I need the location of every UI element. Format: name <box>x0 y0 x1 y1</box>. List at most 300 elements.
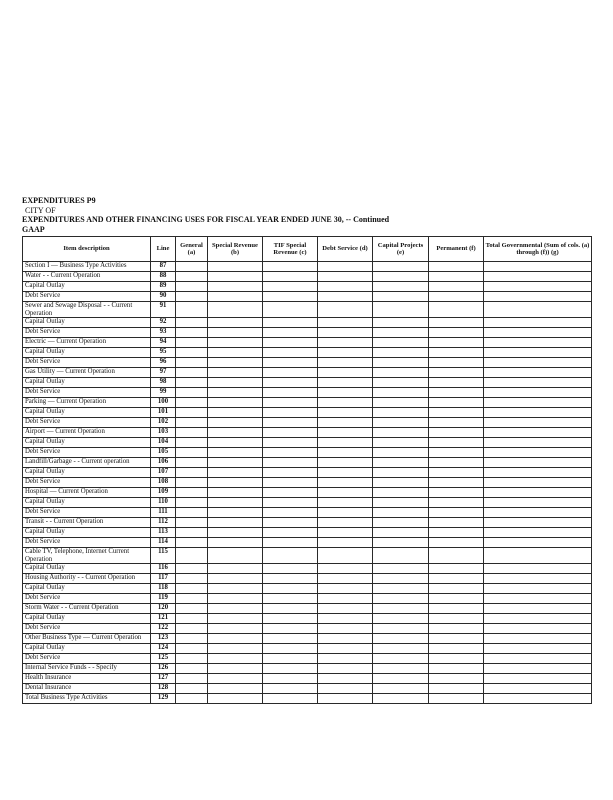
column-header: Item description <box>23 237 151 262</box>
amount-cell <box>263 488 318 498</box>
amount-cell <box>318 584 373 594</box>
amount-cell <box>208 528 263 538</box>
amount-cell <box>429 388 484 398</box>
amount-cell <box>263 438 318 448</box>
line-number-cell: 92 <box>151 318 176 328</box>
amount-cell <box>318 358 373 368</box>
form-title: EXPENDITURES AND OTHER FINANCING USES FOR FISCAL YEAR ENDED JUNE 30, -- Continued <box>22 215 390 224</box>
amount-cell <box>484 674 592 684</box>
accounting-basis-label: GAAP <box>22 224 45 234</box>
amount-cell <box>429 378 484 388</box>
table-header-row <box>23 237 592 262</box>
amount-cell <box>208 292 263 302</box>
line-number-cell: 114 <box>151 538 176 548</box>
amount-cell <box>208 488 263 498</box>
amount-cell <box>429 408 484 418</box>
item-description-cell: Debt Service <box>23 448 151 458</box>
amount-cell <box>373 508 429 518</box>
item-description-cell: Parking — Current Operation <box>23 398 151 408</box>
amount-cell <box>429 328 484 338</box>
table-row <box>23 478 592 488</box>
line-number-cell: 122 <box>151 624 176 634</box>
amount-cell <box>208 574 263 584</box>
item-description-cell: Gas Utility — Current Operation <box>23 368 151 378</box>
amount-cell <box>373 282 429 292</box>
line-number-cell: 106 <box>151 458 176 468</box>
column-header: General (a) <box>176 237 208 262</box>
amount-cell <box>318 594 373 604</box>
line-number-cell: 105 <box>151 448 176 458</box>
amount-cell <box>263 378 318 388</box>
amount-cell <box>263 262 318 272</box>
amount-cell <box>208 458 263 468</box>
line-number-cell: 99 <box>151 388 176 398</box>
amount-cell <box>208 644 263 654</box>
item-description-cell: Other Business Type — Current Operation <box>23 634 151 644</box>
amount-cell <box>208 624 263 634</box>
amount-cell <box>208 664 263 674</box>
amount-cell <box>176 448 208 458</box>
item-description-cell: Hospital — Current Operation <box>23 488 151 498</box>
line-number-cell: 126 <box>151 664 176 674</box>
amount-cell <box>318 634 373 644</box>
amount-cell <box>176 438 208 448</box>
amount-cell <box>263 272 318 282</box>
amount-cell <box>484 634 592 644</box>
amount-cell <box>373 478 429 488</box>
amount-cell <box>429 338 484 348</box>
item-description-cell: Debt Service <box>23 624 151 634</box>
amount-cell <box>373 292 429 302</box>
table-row <box>23 594 592 604</box>
amount-cell <box>208 282 263 292</box>
amount-cell <box>208 438 263 448</box>
amount-cell <box>318 338 373 348</box>
amount-cell <box>373 674 429 684</box>
table-row <box>23 684 592 694</box>
amount-cell <box>208 448 263 458</box>
amount-cell <box>176 272 208 282</box>
amount-cell <box>176 644 208 654</box>
amount-cell <box>208 328 263 338</box>
amount-cell <box>208 564 263 574</box>
line-number-cell: 100 <box>151 398 176 408</box>
amount-cell <box>176 498 208 508</box>
amount-cell <box>429 614 484 624</box>
amount-cell <box>429 518 484 528</box>
amount-cell <box>429 538 484 548</box>
amount-cell <box>484 508 592 518</box>
amount-cell <box>318 604 373 614</box>
amount-cell <box>484 458 592 468</box>
line-number-cell: 124 <box>151 644 176 654</box>
amount-cell <box>429 428 484 438</box>
line-number-cell: 103 <box>151 428 176 438</box>
line-number-cell: 111 <box>151 508 176 518</box>
line-number-cell: 116 <box>151 564 176 574</box>
amount-cell <box>429 358 484 368</box>
line-number-cell: 101 <box>151 408 176 418</box>
amount-cell <box>263 684 318 694</box>
line-number-cell: 112 <box>151 518 176 528</box>
amount-cell <box>429 478 484 488</box>
form-content <box>22 196 591 704</box>
amount-cell <box>318 438 373 448</box>
amount-cell <box>373 664 429 674</box>
amount-cell <box>318 328 373 338</box>
amount-cell <box>318 398 373 408</box>
amount-cell <box>263 614 318 624</box>
line-number-cell: 104 <box>151 438 176 448</box>
amount-cell <box>429 438 484 448</box>
amount-cell <box>484 348 592 358</box>
amount-cell <box>318 684 373 694</box>
line-number-cell: 125 <box>151 654 176 664</box>
amount-cell <box>373 574 429 584</box>
amount-cell <box>208 508 263 518</box>
item-description-cell: Internal Service Funds - - Specify <box>23 664 151 674</box>
table-row <box>23 262 592 272</box>
amount-cell <box>318 458 373 468</box>
table-row <box>23 292 592 302</box>
amount-cell <box>484 594 592 604</box>
amount-cell <box>429 458 484 468</box>
amount-cell <box>429 368 484 378</box>
amount-cell <box>318 292 373 302</box>
line-number-cell: 90 <box>151 292 176 302</box>
amount-cell <box>373 644 429 654</box>
amount-cell <box>208 358 263 368</box>
amount-cell <box>176 538 208 548</box>
amount-cell <box>263 328 318 338</box>
line-number-cell: 93 <box>151 328 176 338</box>
amount-cell <box>429 498 484 508</box>
amount-cell <box>484 614 592 624</box>
table-row <box>23 644 592 654</box>
amount-cell <box>318 418 373 428</box>
amount-cell <box>176 458 208 468</box>
table-row <box>23 634 592 644</box>
amount-cell <box>429 594 484 604</box>
table-row <box>23 398 592 408</box>
amount-cell <box>373 428 429 438</box>
item-description-cell: Debt Service <box>23 538 151 548</box>
amount-cell <box>484 262 592 272</box>
amount-cell <box>373 358 429 368</box>
amount-cell <box>429 644 484 654</box>
amount-cell <box>484 518 592 528</box>
amount-cell <box>176 262 208 272</box>
table-row <box>23 694 592 704</box>
line-number-cell: 94 <box>151 338 176 348</box>
item-description-cell: Capital Outlay <box>23 644 151 654</box>
table-row <box>23 674 592 684</box>
amount-cell <box>208 302 263 318</box>
amount-cell <box>208 428 263 438</box>
amount-cell <box>263 458 318 468</box>
amount-cell <box>484 318 592 328</box>
amount-cell <box>373 654 429 664</box>
amount-cell <box>318 318 373 328</box>
amount-cell <box>176 408 208 418</box>
amount-cell <box>373 694 429 704</box>
amount-cell <box>263 348 318 358</box>
amount-cell <box>429 318 484 328</box>
line-number-cell: 87 <box>151 262 176 272</box>
amount-cell <box>484 438 592 448</box>
amount-cell <box>208 272 263 282</box>
amount-cell <box>208 408 263 418</box>
table-row <box>23 428 592 438</box>
column-header: Permanent (f) <box>429 237 484 262</box>
amount-cell <box>484 292 592 302</box>
line-number-cell: 115 <box>151 548 176 564</box>
amount-cell <box>318 448 373 458</box>
line-number-cell: 127 <box>151 674 176 684</box>
item-description-cell: Debt Service <box>23 292 151 302</box>
amount-cell <box>176 428 208 438</box>
amount-cell <box>263 318 318 328</box>
line-number-cell: 98 <box>151 378 176 388</box>
table-row <box>23 664 592 674</box>
amount-cell <box>484 388 592 398</box>
amount-cell <box>263 694 318 704</box>
amount-cell <box>429 398 484 408</box>
amount-cell <box>373 614 429 624</box>
amount-cell <box>484 604 592 614</box>
table-row <box>23 488 592 498</box>
amount-cell <box>484 538 592 548</box>
amount-cell <box>429 574 484 584</box>
amount-cell <box>263 664 318 674</box>
amount-cell <box>208 262 263 272</box>
amount-cell <box>484 684 592 694</box>
amount-cell <box>318 614 373 624</box>
line-number-cell: 117 <box>151 574 176 584</box>
amount-cell <box>318 538 373 548</box>
amount-cell <box>263 548 318 564</box>
amount-cell <box>176 584 208 594</box>
amount-cell <box>176 604 208 614</box>
column-header: Special Revenue (b) <box>208 237 263 262</box>
amount-cell <box>208 654 263 664</box>
item-description-cell: Landfill/Garbage - - Current operation <box>23 458 151 468</box>
amount-cell <box>484 408 592 418</box>
amount-cell <box>429 548 484 564</box>
amount-cell <box>484 584 592 594</box>
column-header: Debt Service (d) <box>318 237 373 262</box>
line-number-cell: 91 <box>151 302 176 318</box>
amount-cell <box>208 388 263 398</box>
amount-cell <box>176 614 208 624</box>
amount-cell <box>373 388 429 398</box>
amount-cell <box>208 518 263 528</box>
table-row <box>23 614 592 624</box>
amount-cell <box>429 664 484 674</box>
amount-cell <box>373 604 429 614</box>
amount-cell <box>484 694 592 704</box>
amount-cell <box>318 428 373 438</box>
amount-cell <box>373 338 429 348</box>
amount-cell <box>208 684 263 694</box>
item-description-cell: Health Insurance <box>23 674 151 684</box>
table-row <box>23 358 592 368</box>
amount-cell <box>263 388 318 398</box>
expenditures-table-body <box>23 262 592 704</box>
amount-cell <box>484 564 592 574</box>
amount-cell <box>176 318 208 328</box>
amount-cell <box>373 634 429 644</box>
amount-cell <box>263 498 318 508</box>
amount-cell <box>208 548 263 564</box>
item-description-cell: Water - - Current Operation <box>23 272 151 282</box>
amount-cell <box>318 694 373 704</box>
amount-cell <box>429 694 484 704</box>
amount-cell <box>176 368 208 378</box>
line-number-cell: 102 <box>151 418 176 428</box>
line-number-cell: 95 <box>151 348 176 358</box>
table-row <box>23 302 592 318</box>
amount-cell <box>373 624 429 634</box>
amount-cell <box>484 272 592 282</box>
amount-cell <box>484 378 592 388</box>
amount-cell <box>176 478 208 488</box>
item-description-cell: Debt Service <box>23 508 151 518</box>
table-row <box>23 338 592 348</box>
amount-cell <box>263 368 318 378</box>
amount-cell <box>318 548 373 564</box>
table-row <box>23 418 592 428</box>
amount-cell <box>373 408 429 418</box>
amount-cell <box>208 614 263 624</box>
amount-cell <box>208 478 263 488</box>
table-row <box>23 328 592 338</box>
table-row <box>23 408 592 418</box>
amount-cell <box>176 674 208 684</box>
amount-cell <box>208 634 263 644</box>
item-description-cell: Debt Service <box>23 388 151 398</box>
item-description-cell: Total Business Type Activities <box>23 694 151 704</box>
amount-cell <box>176 684 208 694</box>
table-row <box>23 438 592 448</box>
amount-cell <box>373 448 429 458</box>
amount-cell <box>484 468 592 478</box>
amount-cell <box>318 654 373 664</box>
item-description-cell: Capital Outlay <box>23 408 151 418</box>
amount-cell <box>263 408 318 418</box>
amount-cell <box>373 594 429 604</box>
expenditures-table <box>22 236 592 704</box>
table-row <box>23 528 592 538</box>
item-description-cell: Section I — Business Type Activities <box>23 262 151 272</box>
amount-cell <box>208 674 263 684</box>
amount-cell <box>318 674 373 684</box>
line-number-cell: 97 <box>151 368 176 378</box>
amount-cell <box>373 418 429 428</box>
column-header: Line <box>151 237 176 262</box>
amount-cell <box>176 292 208 302</box>
amount-cell <box>208 398 263 408</box>
amount-cell <box>263 418 318 428</box>
amount-cell <box>318 408 373 418</box>
amount-cell <box>484 654 592 664</box>
table-row <box>23 458 592 468</box>
amount-cell <box>373 302 429 318</box>
amount-cell <box>373 528 429 538</box>
amount-cell <box>263 398 318 408</box>
amount-cell <box>429 292 484 302</box>
amount-cell <box>373 368 429 378</box>
amount-cell <box>263 508 318 518</box>
column-header: Total Governmental (Sum of cols. (a) through (f)) (g) <box>484 237 592 262</box>
amount-cell <box>373 584 429 594</box>
amount-cell <box>484 418 592 428</box>
amount-cell <box>208 368 263 378</box>
table-row <box>23 604 592 614</box>
amount-cell <box>176 694 208 704</box>
item-description-cell: Debt Service <box>23 358 151 368</box>
amount-cell <box>429 488 484 498</box>
amount-cell <box>176 574 208 584</box>
line-number-cell: 120 <box>151 604 176 614</box>
amount-cell <box>208 594 263 604</box>
amount-cell <box>208 584 263 594</box>
amount-cell <box>208 418 263 428</box>
amount-cell <box>429 282 484 292</box>
amount-cell <box>176 508 208 518</box>
amount-cell <box>484 428 592 438</box>
table-row <box>23 448 592 458</box>
amount-cell <box>176 418 208 428</box>
amount-cell <box>484 448 592 458</box>
amount-cell <box>484 478 592 488</box>
item-description-cell: Capital Outlay <box>23 498 151 508</box>
amount-cell <box>318 388 373 398</box>
amount-cell <box>429 508 484 518</box>
amount-cell <box>263 358 318 368</box>
amount-cell <box>208 604 263 614</box>
amount-cell <box>429 262 484 272</box>
item-description-cell: Transit - - Current Operation <box>23 518 151 528</box>
line-number-cell: 88 <box>151 272 176 282</box>
amount-cell <box>484 574 592 584</box>
item-description-cell: Capital Outlay <box>23 438 151 448</box>
amount-cell <box>429 604 484 614</box>
line-number-cell: 109 <box>151 488 176 498</box>
amount-cell <box>373 398 429 408</box>
item-description-cell: Capital Outlay <box>23 282 151 292</box>
amount-cell <box>318 368 373 378</box>
amount-cell <box>318 518 373 528</box>
amount-cell <box>263 448 318 458</box>
amount-cell <box>484 302 592 318</box>
item-description-cell: Debt Service <box>23 594 151 604</box>
amount-cell <box>318 272 373 282</box>
amount-cell <box>318 498 373 508</box>
amount-cell <box>263 302 318 318</box>
amount-cell <box>208 468 263 478</box>
line-number-cell: 96 <box>151 358 176 368</box>
amount-cell <box>318 664 373 674</box>
amount-cell <box>318 302 373 318</box>
column-header: TIF Special Revenue (c) <box>263 237 318 262</box>
amount-cell <box>176 654 208 664</box>
amount-cell <box>176 468 208 478</box>
amount-cell <box>176 518 208 528</box>
amount-cell <box>484 338 592 348</box>
amount-cell <box>263 644 318 654</box>
amount-cell <box>208 498 263 508</box>
